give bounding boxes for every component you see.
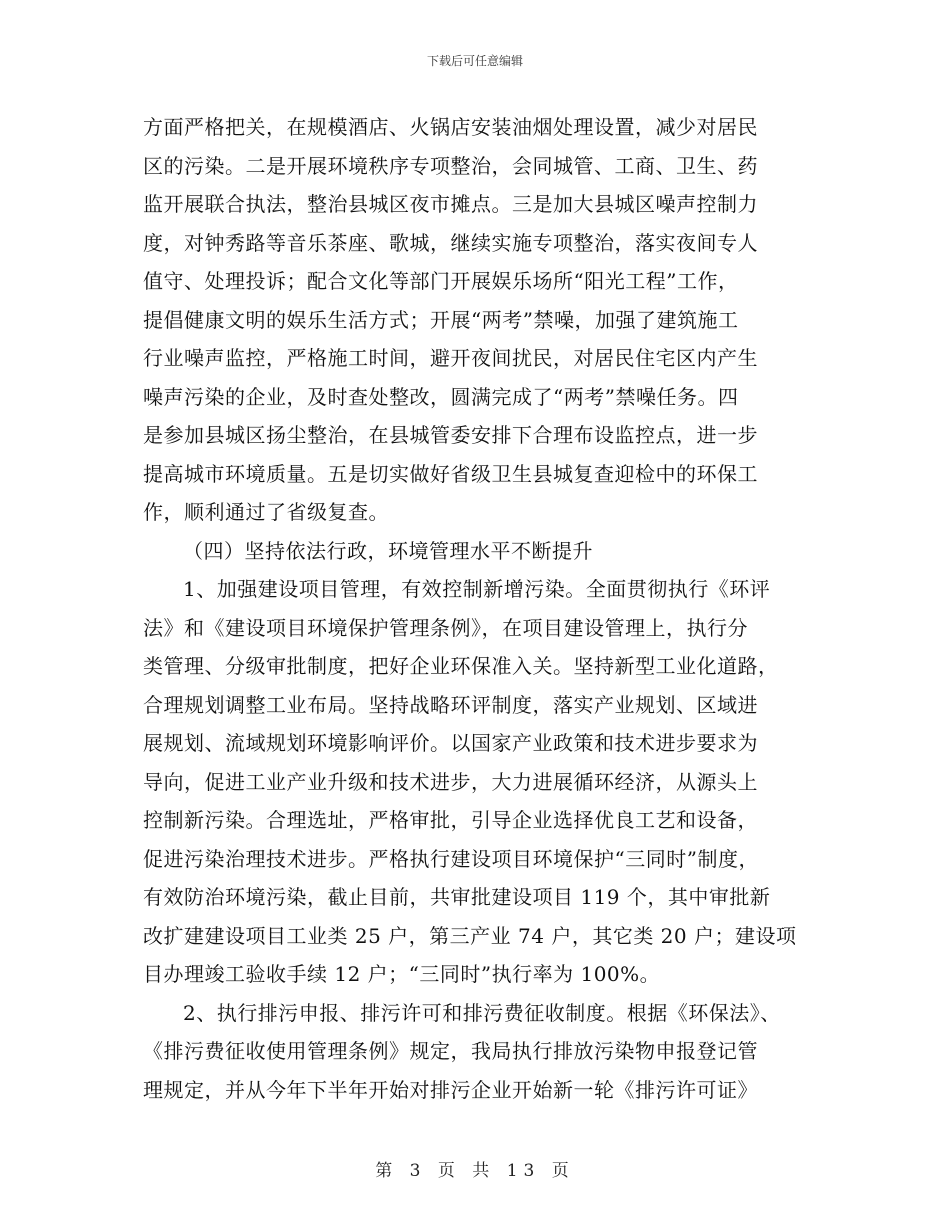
text-line: 导向，促进工业产业升级和技术进步，大力进展循环经济，从源头上 (143, 769, 758, 794)
text-line: 方面严格把关，在规模酒店、火锅店安装油烟处理设置，减少对居民 (143, 115, 758, 139)
text-line: 值守、处理投诉；配合文化等部门开展娱乐场所“阳光工程”工作， (143, 269, 739, 293)
text-line: （四）坚持依法行政，环境管理水平不断提升 (183, 538, 593, 563)
text-line: 类管理、分级审批制度，把好企业环保准入关。坚持新型工业化道路， (143, 654, 779, 678)
text-line: 合理规划调整工业布局。坚持战略环评制度，落实产业规划、区域进 (143, 692, 758, 717)
text-line: 目办理竣工验收手续 12 户；“三同时”执行率为 100%。 (143, 962, 661, 986)
text-line: 1、加强建设项目管理，有效控制新增污染。全面贯彻执行《环评 (183, 577, 771, 601)
text-line: 行业噪声监控，严格施工时间，避开夜间扰民，对居民住宅区内产生 (143, 346, 758, 370)
text-line: 提倡健康文明的娱乐生活方式；开展“两考”禁噪，加强了建筑施工 (143, 307, 739, 332)
text-line: 控制新污染。合理选址，严格审批，引导企业选择优良工艺和设备， (143, 808, 758, 832)
text-line: 2、执行排污申报、排污许可和排污费征收制度。根据《环保法》、 (183, 1000, 781, 1025)
text-line: 法》和《建设项目环境保护管理条例》，在项目建设管理上，执行分 (143, 615, 748, 640)
text-line: 是参加县城区扬尘整治，在县城管委安排下合理布设监控点，进一步 (143, 423, 758, 447)
text-line: 区的污染。二是开展环境秩序专项整治，会同城管、工商、卫生、药 (143, 153, 758, 178)
text-line: 展规划、流域规划环境影响评价。以国家产业政策和技术进步要求为 (143, 731, 758, 755)
page-header: 下载后可任意编辑 (426, 54, 523, 68)
text-line: 有效防治环境污染，截止目前，共审批建设项目 119 个，其中审批新 (143, 885, 771, 909)
text-line: 噪声污染的企业，及时查处整改，圆满完成了“两考”禁噪任务。四 (143, 384, 739, 409)
text-line: 作，顺利通过了省级复查。 (143, 500, 389, 524)
text-line: 监开展联合执法，整治县城区夜市摊点。三是加大县城区噪声控制力 (143, 192, 758, 216)
text-line: 《排污费征收使用管理条例》规定，我局执行排放污染物申报登记管 (143, 1039, 758, 1063)
text-line: 促进污染治理技术进步。严格执行建设项目环境保护“三同时”制度， (143, 846, 759, 871)
document-body (143, 108, 823, 1109)
text-line: 提高城市环境质量。五是切实做好省级卫生县城复查迎检中的环保工 (143, 461, 758, 486)
page-footer: 第 3 页 共 13 页 (375, 1161, 575, 1181)
text-line: 理规定，并从今年下半年开始对排污企业开始新一轮《排污许可证》 (143, 1077, 758, 1102)
text-line: 度，对钟秀路等音乐茶座、歌城，继续实施专项整治，落实夜间专人 (143, 230, 758, 255)
text-line: 改扩建建设项目工业类 25 户，第三产业 74 户，其它类 20 户；建设项 (143, 923, 797, 948)
